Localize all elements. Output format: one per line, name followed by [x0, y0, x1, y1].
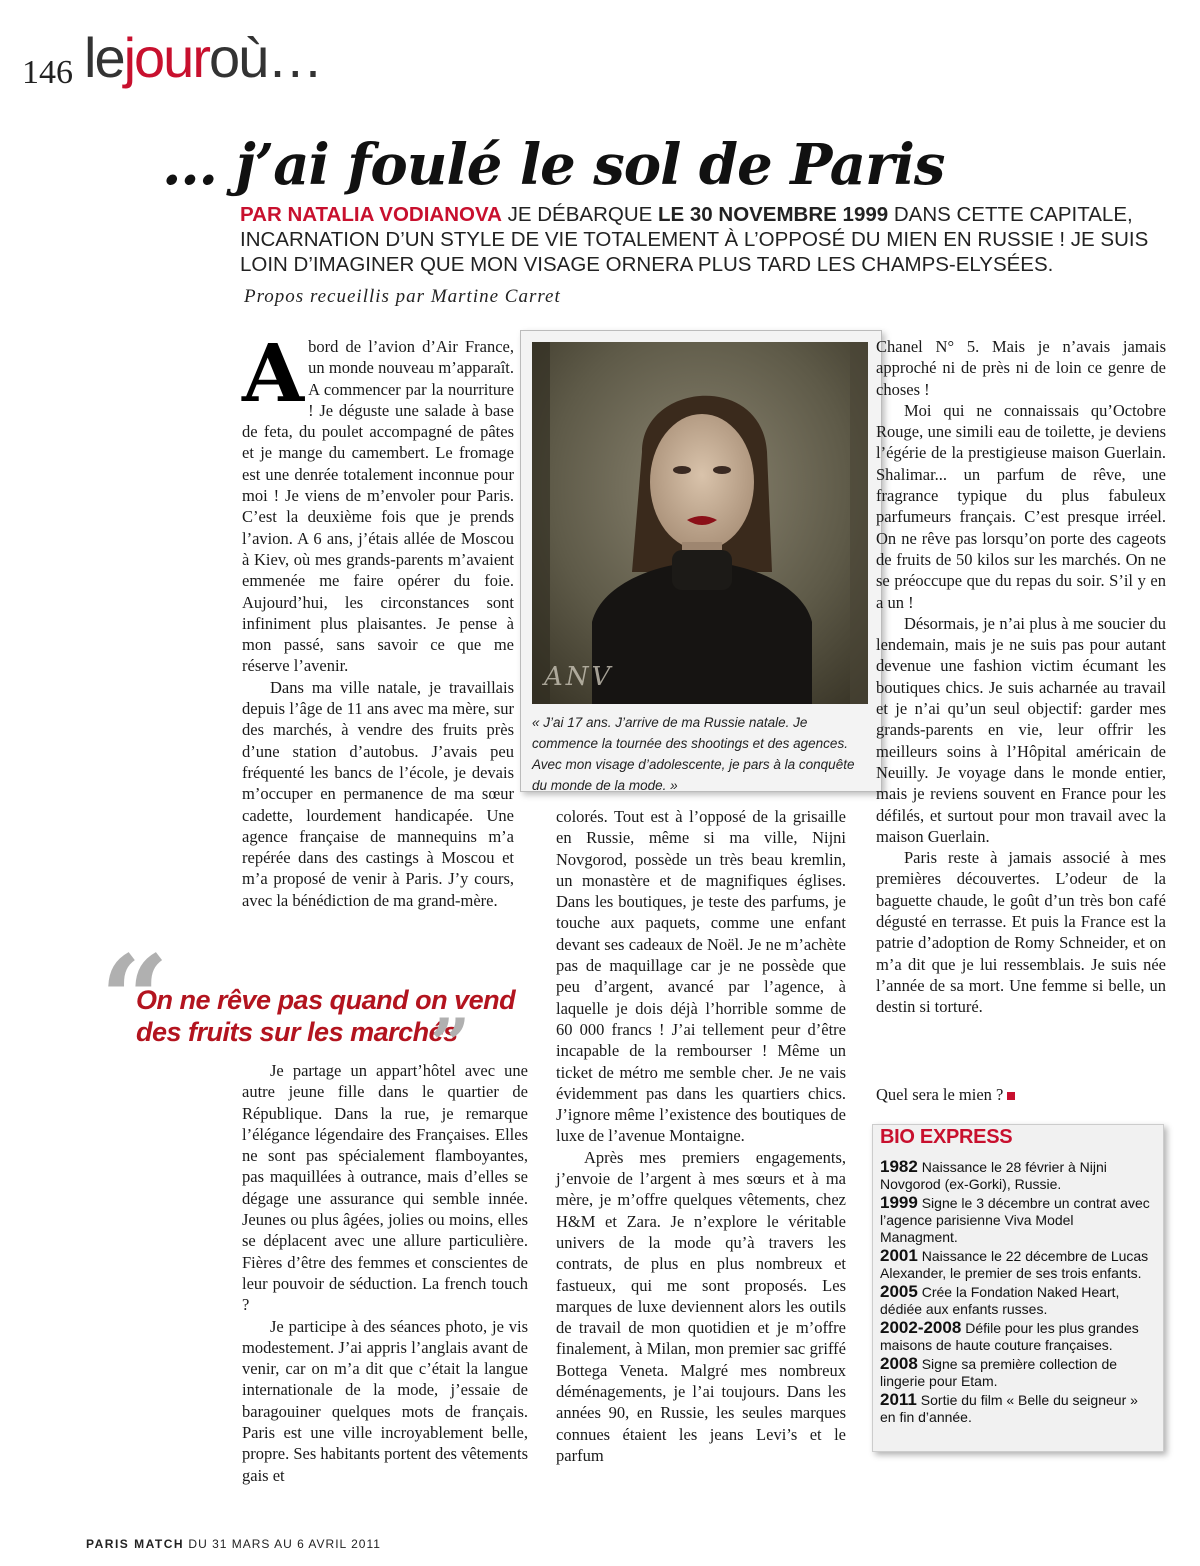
close-quote-mark: ”	[430, 1003, 471, 1086]
bio-entry	[880, 1194, 1150, 1246]
issue-dates: DU 31 MARS AU 6 AVRIL 2011	[184, 1537, 381, 1551]
paragraph: Désormais, je n’ai plus à me soucier du lendemain, mais je ne suis pas pour autant devenue une fashion victim écumant les boutiques chics. Je suis acharnée au travail et je n’ai qu’un seul objectif: garder mes grands-parents en vie, leur offrir les meilleurs soins à l’Hôpital américain de Neuilly. Je voyage dans le monde entier, mais je reviens souvent en France pour les défilés, et surtout pour mon travail avec la maison Guerlain.	[876, 613, 1166, 846]
photo-caption: « J’ai 17 ans. J’arrive de ma Russie natale. Je commence la tournée des shootings et des agences. Avec mon visage d’adolescente, je pars à la conquête du monde de la mode. »	[532, 715, 855, 793]
bio-year: 1982	[880, 1157, 918, 1176]
bio-title: BIO EXPRESS	[880, 1126, 1013, 1148]
paragraph-text: bord de l’avion d’Air France, un monde nouveau m’apparaît. A commencer par la nourriture ! Je déguste une salade à base de feta, du poulet accompagné de pâtes et je mange du camembert. Le fromage est une denrée totalement inconnue pour moi ! Je viens de m’envoler pour Paris. C’est la deuxième fois que je prends l’avion. A 6 ans, j’étais allée de Moscou à Kiev, où mes grands-parents m’avaient emmenée me faire opérer du foie. Aujourd’hui, les circonstances sont infiniment plus plaisantes. Je pense à mon passé, sans savoir ce que me réserve l’avenir.	[242, 337, 514, 676]
column-3	[876, 336, 1166, 1018]
paragraph: Paris reste à jamais associé à mes premières découvertes. L’odeur de la baguette chaude, le goût d’un très bon café dégusté en terrasse. Et puis la France est la patrie d’adoption de Romy Schneider, et on m’a dit que je lui ressemblais. Je suis née l’année de sa mort. Une femme si belle, un destin si torturé.	[876, 848, 1166, 1017]
bio-text: Naissance le 28 février à Nijni Novgorod (ex-Gorki), Russie.	[880, 1159, 1107, 1192]
intro-text-a: JE DÉBARQUE	[501, 203, 658, 226]
bio-text: Signe sa première collection de lingerie pour Etam.	[880, 1356, 1118, 1389]
page-number: 146	[22, 54, 73, 91]
portrait-photo	[532, 342, 868, 704]
bio-entry	[880, 1391, 1150, 1426]
end-of-article-icon	[1007, 1092, 1015, 1100]
intro-text-b: DANS CETTE CAPITALE, INCARNATION D’UN STYLE DE VIE TOTALEMENT À L’OPPOSÉ DU MIEN EN RUSSIE ! JE SUIS LOIN D’IMAGINER QUE MON VISAGE ORNERA PLUS TARD LES CHAMPS-ELYSÉES.	[240, 203, 1149, 276]
bio-text: Naissance le 22 décembre de Lucas Alexander, le premier de ses trois enfants.	[880, 1248, 1149, 1281]
paragraph	[242, 326, 514, 677]
bio-entry	[880, 1283, 1150, 1318]
paragraph	[876, 1084, 1116, 1105]
bio-entry	[880, 1355, 1150, 1390]
article-intro	[240, 202, 1170, 277]
closing-line: Quel sera le mien ?	[876, 1085, 1004, 1104]
portrait-illustration	[532, 342, 868, 704]
rubric-part-le: le	[84, 26, 124, 89]
bio-text: Sortie du film « Belle du seigneur » en fin d’année.	[880, 1392, 1138, 1425]
bio-text: Défile pour les plus grandes maisons de haute couture françaises.	[880, 1320, 1139, 1353]
drop-cap: A	[242, 326, 305, 420]
bio-year: 2011	[880, 1390, 917, 1409]
paragraph: Moi qui ne connaissais qu’Octobre Rouge, une simili eau de toilette, je deviens l’égérie de la prestigieuse maison Guerlain. Shalimar... un parfum de rêve, une fragrance typique du plus fabuleux parfumeurs français. C’est presque irréel. On ne rêve pas lorsqu’on porte des cageots de fruits de 50 kilos sur les marchés. On ne se préoccupe que du repas du soir. S’il y en a un !	[876, 400, 1166, 612]
page-footer	[86, 1537, 381, 1551]
paragraph: Je partage un appart’hôtel avec une autre jeune fille dans le quartier de République. Dans la rue, je remarque l’élégance légendaire des Françaises. Elles ne sont pas spécialement flamboyantes, pas maquillées à outrance, mais d’elles se dégage une assurance qui semble innée. Jeunes ou plus âgées, jolies ou moins, elles se déplacent avec une allure particulière. Fières d’être des femmes et conscientes de leur pouvoir de séduction. La french touch ?	[242, 1061, 528, 1315]
bio-year: 1999	[880, 1193, 918, 1212]
bio-entry	[880, 1319, 1150, 1354]
open-quote-mark: “	[100, 929, 170, 1070]
byline: PAR NATALIA VODIANOVA	[240, 203, 502, 226]
column-1-top	[242, 326, 514, 911]
rubric-part-jour: jour	[123, 26, 209, 89]
article-headline: … j’ai foulé le sol de Paris	[162, 132, 945, 198]
bio-text: Crée la Fondation Naked Heart, dédiée aux enfants russes.	[880, 1284, 1120, 1317]
rubric-part-ou: où…	[208, 26, 322, 89]
column-3-end	[876, 1084, 1116, 1105]
pull-quote: On ne rêve pas quand on vend des fruits sur les marchés	[136, 985, 516, 1047]
bio-year: 2005	[880, 1282, 918, 1301]
paragraph: Dans ma ville natale, je travaillais depuis l’âge de 11 ans avec ma mère, sur des marchés, à vendre des fruits près d’une station d’autobus. J’avais peu fréquenté les bancs de l’école, je devais m’occuper en permanence de ma sœur cadette, lourdement handicapée. Une agence française de mannequins m’a repérée dans des castings à Moscou et m’a proposé de venir à Paris. J’y cours, avec la bénédiction de ma grand-mère.	[242, 677, 514, 910]
bio-text: Signe le 3 décembre un contrat avec l’agence parisienne Viva Model Managment.	[880, 1195, 1150, 1245]
paragraph: Chanel N° 5. Mais je n’avais jamais approché ni de près ni de loin ce genre de choses !	[876, 337, 1166, 399]
intro-date: LE 30 NOVEMBRE 1999	[658, 203, 889, 226]
section-rubric	[84, 26, 322, 89]
paragraph: colorés. Tout est à l’opposé de la grisaille en Russie, même si ma ville, Nijni Novgorod, possède un très beau kremlin, un monastère et de magnifiques églises. Dans les boutiques, je teste des parfums, je touche aux paquets, comme une enfant devant ses cadeaux de Noël. Je ne m’achète pas de maquillage car je ne possède que peu d’argent, avancé par l’agence, à laquelle je dois déjà l’horrible somme de 60 000 francs ! J’ai tellement peur d’être incapable de la rembourser ! Même un ticket de métro me semble cher. Je ne vais évidemment pas dans les quartiers chics. J’ignore même l’existence des boutiques de luxe de l’avenue Montaigne.	[556, 807, 846, 1146]
bio-year: 2008	[880, 1354, 918, 1373]
column-1-bottom	[242, 1060, 528, 1486]
bio-timeline	[880, 1158, 1150, 1427]
bio-entry	[880, 1158, 1150, 1193]
paragraph: Je participe à des séances photo, je vis modestement. J’ai appris l’anglais avant de venir, car on m’a dit que c’était la langue internationale de la mode, j’essaie de baragouiner quelques mots de français. Paris est une ville incroyablement belle, propre. Ses habitants portent des vêtements gais et	[242, 1316, 528, 1485]
bio-entry	[880, 1247, 1150, 1282]
bio-year: 2002-2008	[880, 1318, 962, 1337]
photo-signature: ANV	[544, 662, 614, 692]
magazine-name: PARIS MATCH	[86, 1537, 185, 1551]
column-2	[556, 806, 846, 1466]
bio-year: 2001	[880, 1246, 918, 1265]
paragraph: Après mes premiers engagements, j’envoie de l’argent à mes sœurs et à ma mère, je m’offre quelques vêtements, chez H&M et Zara. Je n’explore le véritable univers de la mode qu’à travers les contrats, de plus en plus nombreux et fastueux, qui me sont proposés. Les marques de luxe deviennent alors les outils de travail de mon quotidien et je m’offre finalement, à Milan, mon premier sac griffé Bottega Veneta. Malgré mes nombreux déménagements, je l’ai toujours. Dans les années 90, en Russie, les seules marques connues étaient les jeans Levi’s et le parfum	[556, 1147, 846, 1465]
interview-credit: Propos recueillis par Martine Carret	[244, 286, 561, 307]
